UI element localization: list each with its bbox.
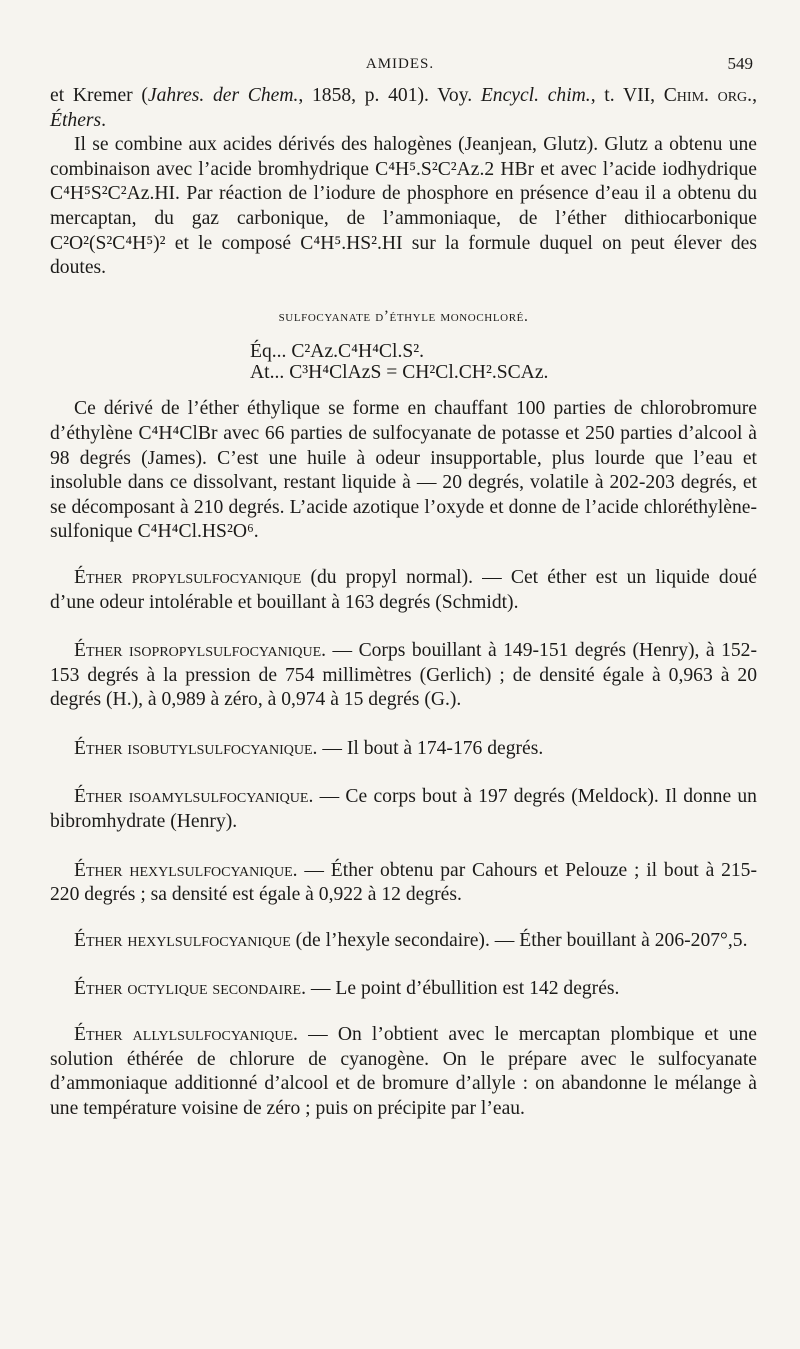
compound-description: — Il bout à 174-176 degrés. [317,737,544,759]
paragraph-hexyl [50,859,757,908]
compound-heading: Éther allylsulfocyanique. [74,1024,298,1046]
compound-description: — Corps bouillant à 149-151 degrés (Henry), à 152-153 degrés à la pression de 754 millimètres (Gerlich) ; de densité égale à 0,963 à 20 degrés (H.), à 0,989 à zéro, à 0,974 à 15 degrés (G.). [50,640,757,711]
compound-heading: Éther hexylsulfocyanique. [74,859,298,881]
text-run: , t. VII, [590,85,656,106]
compound-description: (de l’hexyle secondaire). — Éther bouillant à 206-207°,5. [290,929,748,951]
citation-title: Éthers [50,109,102,131]
compound-heading: Éther hexylsulfocyanique [74,929,291,951]
paragraph-preparation: Ce dérivé de l’éther éthylique se forme en chauffant 100 parties de chlorobromure d’éthylène C⁴H⁴ClBr avec 66 parties de sulfocyanate de potasse et 250 parties d’alcool à 98 degrés (James). C’est une huile à odeur insupportable, plus lourde que l’eau et insoluble dans ce dissolvant, restant liquide à — 20 degrés, volatile à 202-203 degrés, et se décomposant à 210 degrés. L’acide azotique l’oxyde et donne de l’acide chloréthylène-sulfonique C⁴H⁴Cl.HS²O⁶. [50,398,757,543]
section-title: sulfocyanate d’éthyle monochloré. [278,307,529,325]
compound-heading: Éther isobutylsulfocyanique. [74,737,318,759]
paragraph-continuation [50,84,757,133]
compound-description: — Le point d’ébullition est 142 degrés. [305,978,620,1000]
citation-title: Encycl. chim. [480,85,591,106]
text-run: et Kremer ( [50,85,148,106]
formula-atomic: At... C³H⁴ClAzS = CH²Cl.CH².SCAz. [250,362,549,384]
compound-description: (du propyl normal). — Cet éther est un liquide doué d’une odeur intolérable et bouillant à 163 degrés (Schmidt). [50,566,758,613]
paragraph-isobutyl [50,737,757,762]
page-body [50,84,757,1121]
paragraph-allyl [50,1023,757,1121]
text-run: , 1858, p. 401). Voy. [298,85,481,106]
page-number: 549 [727,54,753,73]
paragraph-isoamyl [50,785,757,834]
paragraph-halogen-acids: Il se combine aux acides dérivés des halogènes (Jeanjean, Glutz). Glutz a obtenu une combinaison avec l’acide bromhydrique C⁴H⁵.S²C²Az.2 HBr et avec l’acide iodhydrique C⁴H⁵S²C²Az.HI. Par réaction de l’iodure de phosphore en présence d’eau il a obtenu du mercaptan, du gaz carbonique, de l’ammoniaque, de l’éther dithiocarbonique C²O²(S²C⁴H⁵)² et le composé C⁴H⁵.HS².HI sur la formule duquel on peut élever des doutes. [50,134,757,279]
text-run: , [752,85,757,106]
compound-description: — On l’obtient avec le mercaptan plombique et une solution éthérée de chlorure de cyanogène. On le prépare avec le sulfocyanate d’ammoniaque additionné d’alcool et de bromure d’allyle : on abandonne le mélange à une température voisine de zéro ; puis on précipite par l’eau. [50,1024,757,1119]
paragraph-isopropyl [50,639,757,713]
citation-section: Chim. org. [663,85,753,106]
compound-description: — Ce corps bout à 197 degrés (Meldock). Il donne un bibromhydrate (Henry). [50,786,757,833]
paragraph-octyl [50,977,757,1002]
formula-equivalent: Éq... C²Az.C⁴H⁴Cl.S². [250,341,425,363]
compound-heading: Éther octylique secondaire. [74,978,306,1000]
compound-description: — Éther obtenu par Cahours et Pelouze ; il bout à 215-220 degrés ; sa densité est égale à 0,922 à 12 degrés. [50,859,757,906]
compound-heading: Éther isoamylsulfocyanique. [74,786,314,808]
text-run: . [101,109,107,131]
compound-heading: Éther propylsulfocyanique [74,566,302,588]
formula-block [250,341,757,383]
compound-heading: Éther isopropylsulfocyanique. [74,640,327,662]
running-head: AMIDES. [365,56,435,72]
paragraph-propyl [50,566,757,615]
paragraph-hexyl-secondary [50,929,757,954]
citation-title: Jahres. der Chem. [147,85,299,106]
page-header [0,52,800,78]
